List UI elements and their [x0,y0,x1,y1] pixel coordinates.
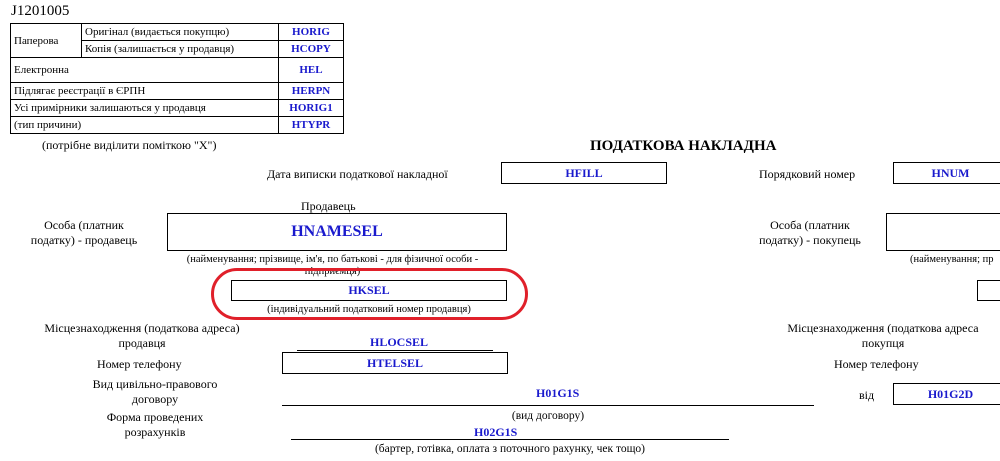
seller-location-label [22,321,262,351]
paper-label: Паперова [11,24,82,58]
seller-name-field[interactable] [167,213,507,251]
seller-location-underline [297,350,493,351]
erpn-label: Підлягає реєстрації в ЄРПН [11,83,279,100]
number-field[interactable] [893,162,1000,184]
payment-form-field[interactable]: H02G1S [474,425,518,439]
seller-phone-field[interactable] [282,352,508,374]
seller-location-label-line-1: Місцезнаходження (податкова адреса) [44,321,240,335]
mark-note: (потрібне виділити поміткою "Х") [42,138,217,152]
seller-name-hint-line-1: (найменування; прізвище, ім'я, по батькові - для фізичної особи - [186,254,479,265]
reason-label: (тип причини) [11,117,279,134]
seller-name-code: HNAMESEL [291,223,383,240]
buyer-name-hint: (найменування; пр [910,254,994,265]
payment-label-line-2: розрахунків [124,425,186,439]
reason-field[interactable]: HTYPR [279,117,344,134]
contract-type-field[interactable]: H01G1S [536,386,580,400]
electronic-label: Електронна [11,58,279,83]
page-title: ПОДАТКОВА НАКЛАДНА [590,138,777,154]
contract-date-field[interactable] [893,383,1000,405]
seller-heading: Продавець [301,199,356,213]
number-code: HNUM [931,165,970,180]
electronic-checkbox[interactable]: HEL [279,58,344,83]
seller-tax-hint: (індивідуальний податковий номер продавця) [267,304,471,315]
payment-hint: (бартер, готівка, оплата з поточного рахунку, чек тощо) [374,443,646,455]
seller-person-label-line-1: Особа (платник [44,218,124,232]
original-checkbox[interactable]: HORIG [279,24,344,41]
contract-label [55,377,255,407]
all-copies-checkbox[interactable]: HORIG1 [279,100,344,117]
contract-label-line-1: Вид цивільно-правового [92,377,218,391]
seller-phone-label: Номер телефону [97,357,182,371]
contract-date-code: H01G2D [927,386,974,401]
buyer-phone-label: Номер телефону [834,357,919,371]
buyer-tax-number-field[interactable] [977,280,1000,301]
payment-label-line-1: Форма проведених [106,410,204,424]
buyer-name-field[interactable] [886,213,1000,251]
seller-tax-code: HKSEL [348,283,390,297]
document-type-table [10,23,344,134]
seller-person-label [14,218,154,248]
seller-phone-code: HTELSEL [366,355,424,370]
contract-hint: (вид договору) [511,410,585,422]
payment-label [55,410,255,440]
payment-underline [291,439,729,440]
buyer-location-label-line-1: Місцезнаходження (податкова адреса [787,321,979,335]
buyer-location-label [765,321,1000,351]
buyer-location-label-line-2: покупця [861,336,905,350]
erpn-checkbox[interactable]: HERPN [279,83,344,100]
buyer-person-label-line-2: податку) - покупець [759,233,861,247]
seller-person-label-line-2: податку) - продавець [30,233,138,247]
number-label: Порядковий номер [759,167,856,181]
copy-checkbox[interactable]: HCOPY [279,41,344,58]
contract-underline [282,405,814,406]
seller-location-field[interactable]: HLOCSEL [370,335,429,349]
seller-name-hint-line-2: підприємця) [304,266,361,277]
date-field[interactable] [501,162,667,184]
copy-label: Копія (залишається у продавця) [82,41,279,58]
contract-label-line-2: договору [131,392,179,406]
buyer-person-label [745,218,875,248]
contract-from-label: від [859,388,875,402]
date-code: HFILL [565,165,603,180]
original-label: Оригінал (видається покупцю) [82,24,279,41]
all-copies-label: Усі примірники залишаються у продавця [11,100,279,117]
buyer-person-label-line-1: Особа (платник [770,218,850,232]
seller-tax-number-field[interactable] [231,280,507,301]
form-id: J1201005 [11,3,70,19]
seller-location-label-line-2: продавця [118,336,166,350]
date-label: Дата виписки податкової накладної [267,167,448,181]
